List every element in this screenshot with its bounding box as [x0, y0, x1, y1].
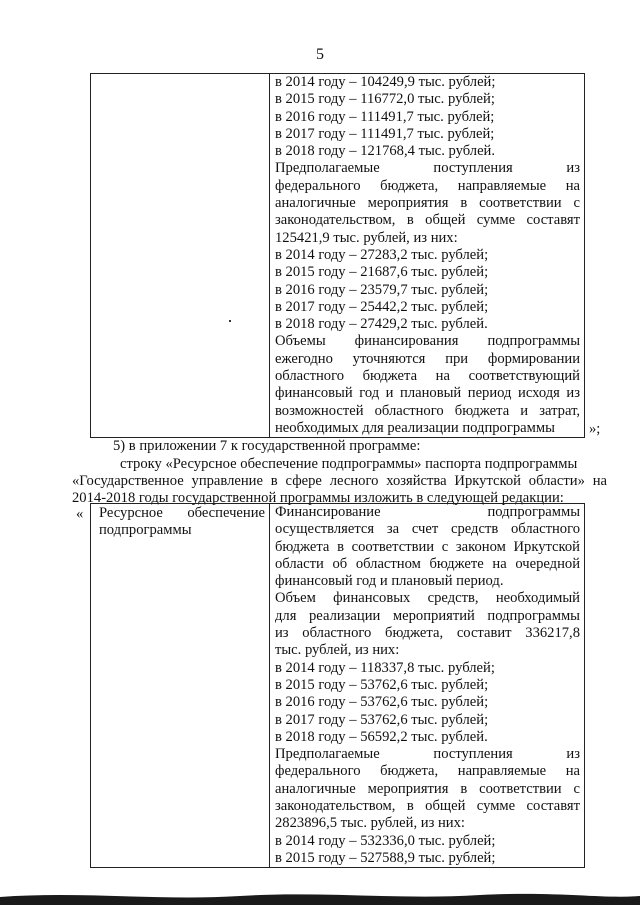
- year-line: в 2014 году – 27283,2 тыс. рублей;: [275, 246, 489, 263]
- year-line: в 2016 году – 53762,6 тыс. рублей;: [275, 694, 489, 711]
- paragraph-line: Объем финансовых средств, необходимый: [275, 590, 580, 607]
- paragraph-line: законодательством, в общей сумме составят: [275, 212, 580, 229]
- regional-years-list: [275, 74, 580, 160]
- paragraph-line: 2823896,5 тыс. рублей, из них:: [275, 815, 465, 832]
- row-label-line: подпрограммы: [99, 522, 192, 539]
- paragraph-line: Финансирование подпрограммы: [275, 504, 580, 520]
- volume-paragraph: [275, 333, 580, 437]
- year-line: в 2018 году – 56592,2 тыс. рублей.: [275, 728, 488, 745]
- regional-years-list: [275, 660, 580, 746]
- year-line: в 2017 году – 25442,2 тыс. рублей;: [275, 298, 489, 315]
- year-line: в 2018 году – 27429,2 тыс. рублей.: [275, 316, 488, 333]
- scan-speck: [229, 320, 231, 322]
- paragraph-line: финансовый год и плановый период исходя из: [275, 385, 580, 402]
- paragraph-line: 125421,9 тыс. рублей, из них:: [275, 229, 458, 246]
- paragraph-line: Объемы финансирования подпрограммы: [275, 333, 580, 350]
- amendment-text-line: строку «Ресурсное обеспечение подпрограммы» паспорта подпрограммы: [120, 456, 578, 472]
- paragraph-line: финансовый год и плановый период.: [275, 573, 504, 590]
- paragraph-line: Предполагаемые поступления из: [275, 746, 580, 763]
- amendment-text-line: 2014-2018 годы государственной программы изложить в следующей редакции:: [72, 490, 564, 506]
- year-line: в 2015 году – 527588,9 тыс. рублей;: [275, 849, 496, 866]
- paragraph-line: областного бюджета на соответствующий: [275, 368, 580, 385]
- regional-paragraph: [275, 590, 580, 659]
- paragraph-line: необходимых для реализации подпрограммы: [275, 419, 555, 436]
- federal-years-list: [275, 247, 580, 333]
- page-number: 5: [316, 46, 324, 63]
- year-line: в 2017 году – 53762,6 тыс. рублей;: [275, 711, 489, 728]
- paragraph-line: аналогичные мероприятия в соответствии с: [275, 195, 580, 212]
- amendment-item-heading: 5) в приложении 7 к государственной программе:: [113, 438, 421, 454]
- federal-paragraph: [275, 746, 580, 832]
- year-line: в 2015 году – 21687,6 тыс. рублей;: [275, 264, 489, 281]
- federal-paragraph: [275, 160, 580, 246]
- year-line: в 2016 году – 111491,7 тыс. рублей;: [275, 108, 495, 125]
- table1-left-cell: [91, 74, 270, 438]
- paragraph-line: федерального бюджета, направляемые на: [275, 177, 580, 194]
- paragraph-line: тыс. рублей, из них:: [275, 642, 400, 659]
- paragraph-line: аналогичные мероприятия в соответствии с: [275, 780, 580, 797]
- resource-table-new: [90, 503, 585, 868]
- paragraph-line: ежегодно уточняются при формировании: [275, 350, 580, 367]
- paragraph-line: законодательством, в общей сумме составят: [275, 798, 580, 815]
- row-label-line: Ресурсное обеспечение: [99, 505, 265, 521]
- table2-left-cell: [91, 504, 270, 868]
- paragraph-line: осуществляется за счет средств областного: [275, 521, 580, 538]
- paragraph-line: бюджета в соответствии с законом Иркутской: [275, 538, 580, 555]
- paragraph-line: федерального бюджета, направляемые на: [275, 763, 580, 780]
- paragraph-line: Предполагаемые поступления из: [275, 160, 580, 177]
- closing-quote-mark: »;: [589, 421, 601, 437]
- opening-quote-mark: «: [76, 506, 84, 522]
- year-line: в 2014 году – 104249,9 тыс. рублей;: [275, 74, 496, 90]
- year-line: в 2016 году – 23579,7 тыс. рублей;: [275, 281, 489, 298]
- page-edge-shadow: [0, 887, 640, 905]
- table1-right-cell: [270, 74, 585, 438]
- year-line: в 2017 году – 111491,7 тыс. рублей;: [275, 125, 495, 142]
- funding-paragraph: [275, 504, 580, 590]
- amendment-text-line: «Государственное управление в сфере лесного хозяйства Иркутской области» на: [72, 473, 607, 489]
- federal-years-list: [275, 833, 580, 868]
- paragraph-line: возможностей областного бюджета и затрат,: [275, 402, 580, 419]
- paragraph-line: для реализации мероприятий подпрограммы: [275, 607, 580, 624]
- year-line: в 2018 году – 121768,4 тыс. рублей.: [275, 143, 496, 160]
- year-line: в 2015 году – 53762,6 тыс. рублей;: [275, 676, 489, 693]
- year-line: в 2014 году – 532336,0 тыс. рублей;: [275, 832, 496, 849]
- paragraph-line: из областного бюджета, составит 336217,8: [275, 625, 580, 642]
- table2-right-cell: [270, 504, 585, 868]
- resource-table-continued: [90, 73, 585, 438]
- paragraph-line: области об областном бюджете на очередной: [275, 555, 580, 572]
- year-line: в 2014 году – 118337,8 тыс. рублей;: [275, 659, 495, 676]
- year-line: в 2015 году – 116772,0 тыс. рублей;: [275, 91, 495, 108]
